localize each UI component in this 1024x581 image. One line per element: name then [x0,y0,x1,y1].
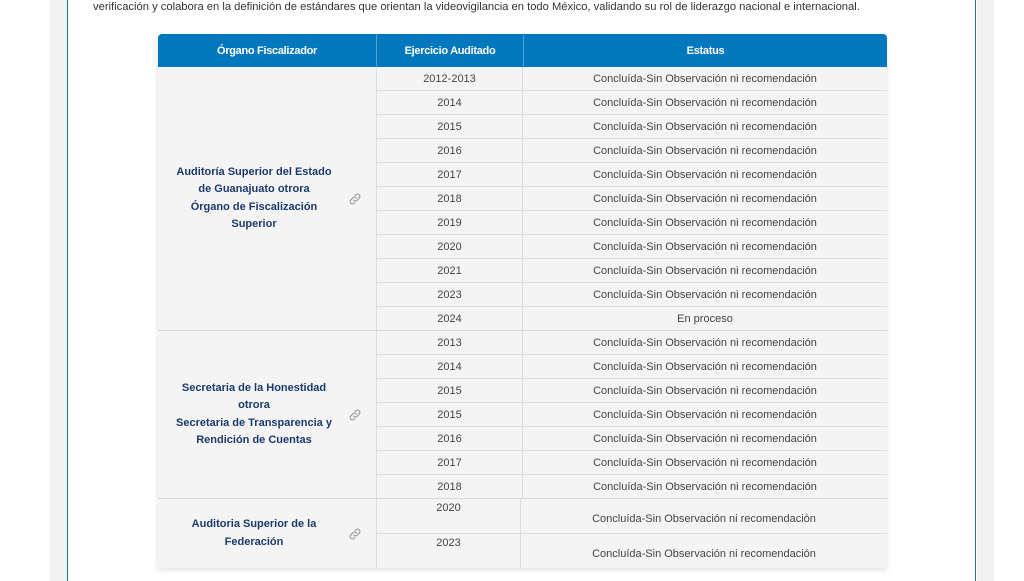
organ-name-line: Auditoria Superior de la [191,518,317,530]
status-cell: Concluída-Sin Observación ni recomendación [593,120,817,133]
status-cell: Concluída-Sin Observación ni recomendación [593,360,817,373]
year-cell: 2018 [376,475,523,498]
year-cell: 2015 [376,403,523,426]
link-icon[interactable] [348,408,362,422]
header-status: Estatus [523,34,887,67]
header-organ: Órgano Fiscalizador [216,44,318,57]
table-row [376,307,887,330]
organ-rows [376,499,887,568]
table-row [376,475,887,498]
table-row [376,259,887,283]
table-row [376,115,887,139]
table-row [376,379,887,403]
year-cell: 2015 [376,379,523,402]
organ-name-line: Auditoría Superior del Estado [176,165,332,178]
year-cell: 2012-2013 [376,67,523,90]
table-row [376,211,887,235]
status-cell: Concluída-Sin Observación ni recomendación [593,144,817,157]
link-icon[interactable] [348,192,362,206]
status-cell: Concluída-Sin Observación ni recomendación [593,96,817,109]
organ-rows [376,331,887,498]
year-cell: 2020 [376,235,523,258]
intro-paragraph: verificación y colabora en la definición de estándares que orientan la videovigilancia en todo México, validando su rol de liderazgo nacional e internacional. [93,1,860,13]
header-year: Ejercicio Auditado [376,34,523,67]
status-cell: Concluída-Sin Observación ni recomendación [593,432,817,445]
organ-group [158,67,887,331]
status-cell: Concluída-Sin Observación ni recomendación [593,72,817,85]
table-row [376,451,887,475]
year-cell: 2016 [376,427,523,450]
organ-cell [158,499,376,568]
year-cell: 2019 [376,211,523,234]
year-cell: 2021 [376,259,523,282]
organ-cell [158,67,376,330]
organ-name [169,380,339,450]
year-cell: 2015 [376,115,523,138]
status-cell: Concluída-Sin Observación ni recomendación [593,408,817,421]
table-row [376,534,887,568]
table-row [376,283,887,307]
year-cell: 2023 [376,283,523,306]
table-row [376,67,887,91]
content-panel [67,0,976,581]
table-row [376,91,887,115]
organ-group [158,499,887,568]
organ-name-line: Rendición de Cuentas [196,434,312,446]
status-cell: Concluída-Sin Observación ni recomendación [593,192,817,205]
organ-name-line: de Guanajuato otrora [198,183,310,195]
organ-name-line: Superior [231,218,277,230]
table-row [376,499,887,534]
status-cell: Concluída-Sin Observación ni recomendación [593,264,817,277]
year-cell: 2014 [376,91,523,114]
year-cell: 2020 [376,499,521,533]
left-gutter [50,0,67,581]
status-cell: Concluída-Sin Observación ni recomendación [592,548,816,560]
table-row [376,163,887,187]
organ-name [169,516,339,551]
table-row [376,403,887,427]
organ-cell [158,331,376,498]
organ-name-line: Federación [224,535,284,548]
status-cell: Concluída-Sin Observación ni recomendación [593,336,817,349]
status-cell: Concluída-Sin Observación ni recomendación [593,480,817,493]
table-row [376,235,887,259]
organ-name-line: Secretaria de la Honestidad [181,381,327,394]
status-cell: Concluída-Sin Observación ni recomendación [592,513,816,525]
year-cell: 2024 [376,307,523,330]
table-row [376,427,887,451]
status-cell: Concluída-Sin Observación ni recomendación [593,216,817,229]
organ-name-line: Órgano de Fiscalización [190,200,318,213]
year-cell: 2017 [376,163,523,186]
organ-group [158,331,887,499]
status-cell: Concluída-Sin Observación ni recomendación [593,288,817,301]
status-cell: Concluída-Sin Observación ni recomendación [593,168,817,181]
audit-table [158,34,887,568]
table-row [376,139,887,163]
year-cell: 2018 [376,187,523,210]
table-body [158,67,887,568]
year-cell: 2014 [376,355,523,378]
year-cell: 2023 [376,534,521,568]
right-gutter [977,0,994,581]
table-row [376,187,887,211]
table-header [158,34,887,67]
link-icon[interactable] [348,527,362,541]
status-cell: Concluída-Sin Observación ni recomendación [593,456,817,469]
organ-name-line: otrora [238,399,270,411]
year-cell: 2017 [376,451,523,474]
year-cell: 2013 [376,331,523,354]
table-row [376,355,887,379]
status-cell: En proceso [677,312,733,325]
organ-name [169,164,339,234]
organ-rows [376,67,887,330]
table-row [376,331,887,355]
status-cell: Concluída-Sin Observación ni recomendación [593,384,817,397]
organ-name-line: Secretaria de Transparencia y [176,416,332,429]
year-cell: 2016 [376,139,523,162]
status-cell: Concluída-Sin Observación ni recomendación [593,240,817,253]
